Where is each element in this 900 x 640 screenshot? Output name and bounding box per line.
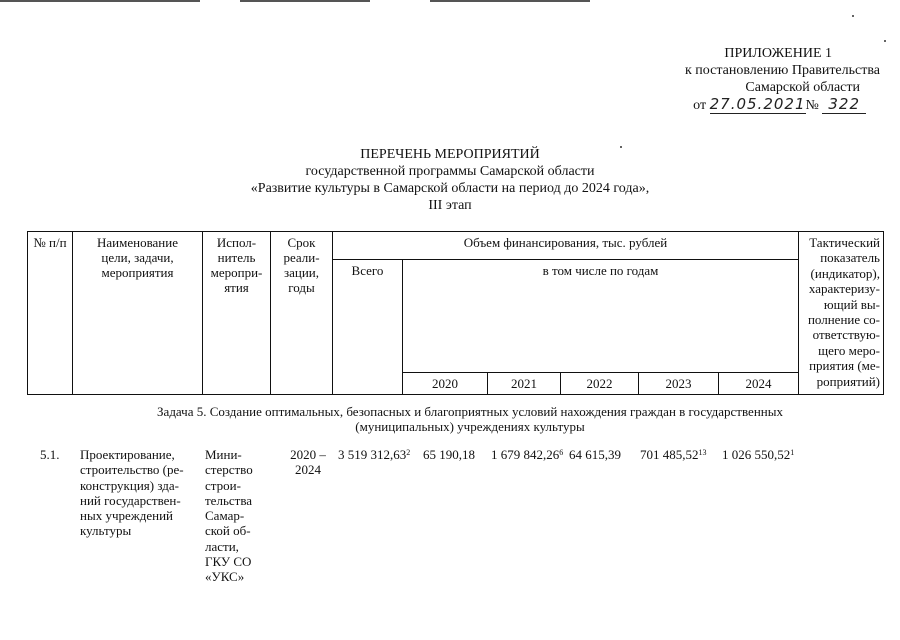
document-title (0, 146, 900, 214)
row-name (80, 447, 190, 539)
header-year-2024: 2024 (719, 373, 799, 395)
row-total-value: 3 519 312,63 (338, 447, 407, 462)
row-term-line: 2024 (295, 462, 321, 478)
row-2024-value: 1 026 550,52 (722, 447, 791, 462)
task-line1: Задача 5. Создание оптимальных, безопасных и благоприятных условий нахождения граждан в государственных (157, 404, 783, 419)
task-heading (80, 404, 860, 434)
handwritten-date: 27.05.2021 (709, 95, 806, 113)
header-year-2022: 2022 (561, 373, 639, 395)
row-term (283, 447, 333, 478)
row-executor-line: ГКУ СО (205, 554, 252, 570)
row-name-line: Проектирование, (80, 447, 175, 462)
row-2024-footnote: 1 (790, 448, 795, 457)
row-name-line: конструкция) зда- (80, 477, 179, 493)
row-executor-line: ской об- (205, 523, 251, 539)
header-num: № п/п (28, 232, 73, 395)
header-funding: Объем финансирования, тыс. рублей (333, 232, 799, 260)
header-by-years: в том числе по годам (403, 260, 799, 373)
scan-edge-line (240, 0, 370, 2)
row-name-line: строительство (ре- (80, 462, 184, 478)
row-name-line: ний государствен- (80, 492, 181, 508)
appendix-line3: Самарской области (745, 80, 860, 95)
header-executor: Испол-нитель меропри-ятия (203, 232, 271, 395)
row-2023-value: 701 485,52 (640, 447, 699, 462)
header-year-2021: 2021 (488, 373, 561, 395)
handwritten-number: 322 (822, 95, 866, 114)
row-total (338, 447, 410, 462)
row-2021-footnote: 6 (559, 448, 564, 457)
scan-edge-line (0, 0, 200, 2)
task-line2: (муниципальных) учреждениях культуры (355, 419, 585, 434)
row-2020: 65 190,18 (423, 447, 475, 462)
title-line1: ПЕРЕЧЕНЬ МЕРОПРИЯТИЙ (360, 147, 540, 162)
header-year-2023: 2023 (639, 373, 719, 395)
title-line4: III этап (428, 198, 472, 213)
row-total-footnote: 2 (406, 448, 411, 457)
row-executor (205, 447, 267, 585)
row-executor-line: строи- (205, 477, 241, 493)
header-name: Наименование цели, задачи, мероприятия (73, 232, 203, 395)
scan-edge-line (430, 0, 590, 2)
row-executor-line: «УКС» (205, 569, 245, 585)
row-2023 (640, 447, 707, 462)
row-name-line: культуры (80, 523, 132, 539)
header-year-2020: 2020 (403, 373, 488, 395)
row-2022: 64 615,39 (569, 447, 621, 462)
title-line3: «Развитие культуры в Самарской области на период до 2024 года», (250, 181, 650, 196)
row-executor-line: стерство (205, 462, 253, 478)
row-2024 (722, 447, 794, 462)
row-name-line: ных учреждений (80, 508, 173, 524)
number-label: № (805, 98, 819, 113)
row-executor-line: Мини- (205, 447, 242, 462)
appendix-date-line (600, 96, 880, 114)
scan-speck (884, 40, 886, 42)
row-2021 (491, 447, 563, 462)
row-2021-value: 1 679 842,26 (491, 447, 560, 462)
row-executor-line: тельства (205, 492, 253, 508)
header-total: Всего (333, 260, 403, 395)
appendix-line2: к постановлению Правительства (684, 63, 880, 78)
scan-speck (852, 15, 854, 17)
header-term: Срок реали-зации, годы (271, 232, 333, 395)
row-2023-footnote: 13 (698, 448, 707, 457)
appendix-block (600, 45, 880, 114)
appendix-title: ПРИЛОЖЕНИЕ 1 (724, 46, 832, 61)
row-num: 5.1. (40, 447, 60, 462)
from-label: от (693, 98, 707, 113)
row-executor-line: ласти, (205, 538, 239, 554)
header-table (27, 231, 884, 395)
row-executor-line: Самар- (205, 508, 245, 524)
header-indicator: Тактический показатель (индикатор), характеризу-ющий вы-полнение со-ответствую-щего меро-приятия (ме-роприятий) (799, 232, 884, 395)
row-term-line: 2020 – (290, 447, 326, 462)
title-line2: государственной программы Самарской области (305, 164, 595, 179)
